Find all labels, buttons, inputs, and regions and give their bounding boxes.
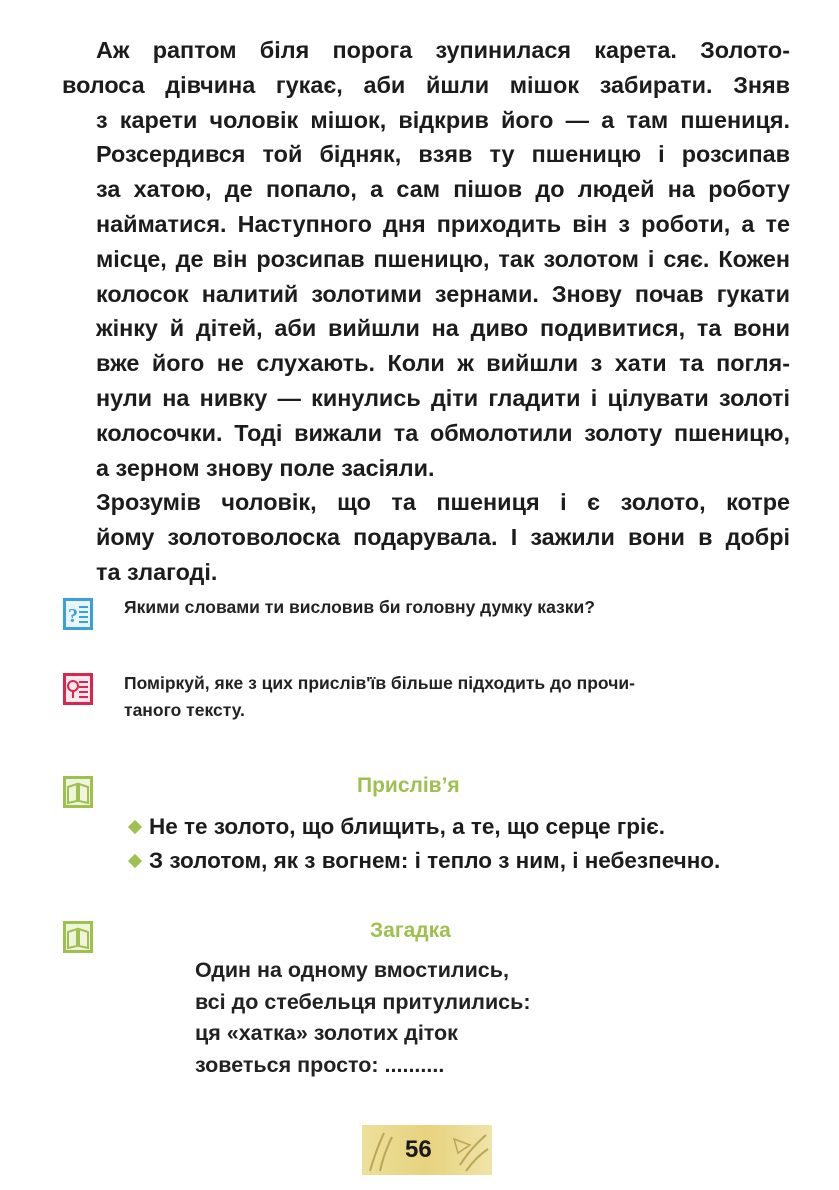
story-line: найматися. Наступного дня приходить він з роботи, а те — [96, 210, 790, 237]
story-line: вже його не слухають. Коли ж вийшли з хати та погля- — [96, 350, 790, 377]
proverb-text: Не те золото, що блищить, а те, що серце гріє. — [149, 814, 665, 839]
page-number: 56 — [405, 1136, 432, 1163]
riddle-line: ця «хатка» золотих діток — [195, 1021, 458, 1045]
proverb-text: З золотом, як з вогнем: і тепло з ним, і небезпечно. — [149, 848, 721, 873]
question-2 — [124, 670, 635, 724]
question-book-icon — [62, 597, 94, 631]
story-line: колосок налитий золотими зернами. Знову почав гукати — [96, 280, 790, 307]
story-line: та злагоді. — [96, 558, 218, 585]
story-line: Зрозумів чоловік, що та пшениця і є золото, котре — [96, 489, 790, 516]
think-book-icon — [62, 672, 94, 706]
story-line: а зерном знову поле засіяли. — [96, 454, 435, 481]
riddle-line: всі до стебельця притулились: — [195, 989, 531, 1014]
story-line: йому золотоволоска подарувала. І зажили вони в добрі — [96, 524, 790, 551]
story-line: Розсердився той бідняк, взяв ту пшеницю і розсипав — [96, 141, 790, 168]
story-line: жінку й дітей, аби вийшли на диво подивитися, та вони — [96, 315, 790, 342]
riddle-line: зоветься просто: .......... — [195, 1052, 445, 1077]
story-line: з карети чоловік мішок, відкрив його — а там пшениця. — [96, 106, 790, 133]
story-line: колосочки. Тоді вижали та обмолотили золоту пшеницю, — [96, 419, 790, 446]
story-line: волоса дівчина гукає, аби йшли мішок забирати. Зняв — [62, 71, 790, 98]
story-text — [62, 33, 790, 590]
diamond-bullet-icon — [128, 854, 142, 868]
reading-book-icon — [62, 775, 94, 809]
svg-text:?: ? — [68, 605, 78, 627]
diamond-bullet-icon — [128, 820, 142, 834]
story-line: за хатою, де попало, а сам пішов до людей на роботу — [96, 176, 790, 203]
proverbs-list — [128, 810, 720, 878]
question-2-line-1: Поміркуй, яке з цих прислів'їв більше підходить до прочи- — [124, 673, 635, 693]
list-item — [128, 810, 720, 844]
story-paragraph-2 — [62, 485, 790, 589]
story-paragraph-1 — [62, 33, 790, 485]
story-line: Аж раптом біля порога зупинилася карета. Золото- — [96, 37, 790, 63]
question-1: Якими словами ти висловив би головну думку казки? — [124, 597, 595, 617]
list-item — [128, 844, 720, 878]
question-2-line-2: таного тексту. — [124, 700, 245, 720]
riddle-line: Один на одному вмостились, — [195, 958, 509, 982]
riddle-text — [195, 955, 531, 1081]
proverbs-title: Прислів’я — [357, 774, 460, 797]
story-line: нули на нивку — кинулись діти гладити і цілувати золоті — [96, 384, 790, 411]
reading-book-icon — [62, 920, 94, 954]
story-line: місце, де він розсипав пшеницю, так золотом і сяє. Кожен — [96, 245, 790, 272]
riddle-title: Загадка — [370, 919, 451, 942]
